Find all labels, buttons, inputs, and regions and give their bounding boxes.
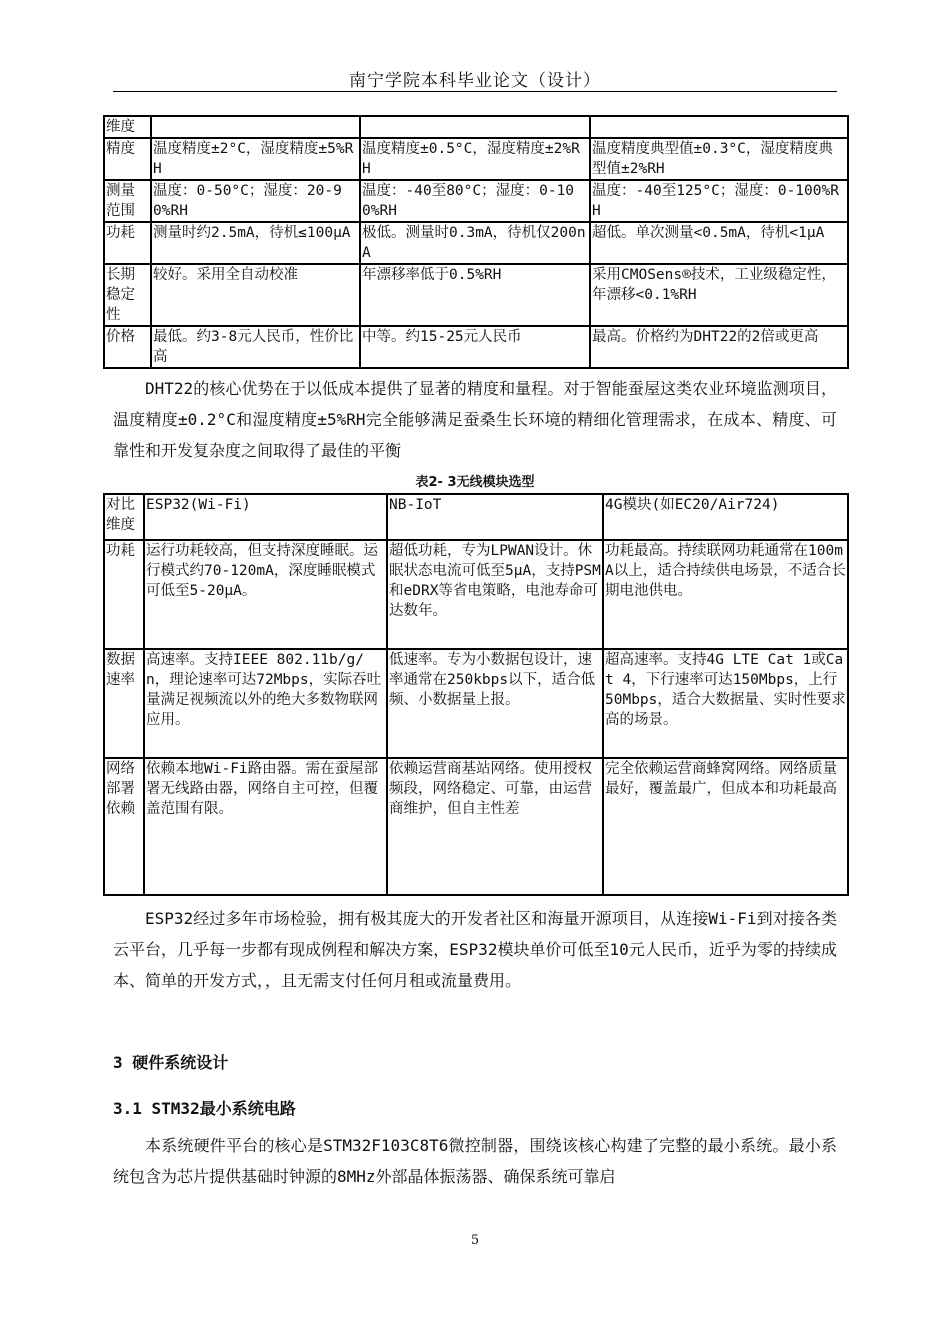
table-cell: 依赖本地Wi-Fi路由器。需在蚕屋部署无线路由器，网络自主可控，但覆盖范围有限。 (144, 758, 387, 895)
table-row (104, 116, 848, 138)
table-cell: 精度 (104, 138, 151, 180)
table-cell: 测量范围 (104, 180, 151, 222)
paragraph-stm32-intro: 本系统硬件平台的核心是STM32F103C8T6微控制器，围绕该核心构建了完整的最小系统。最小系统包含为芯片提供基础时钟源的8MHz外部晶体振荡器、确保系统可靠启 (113, 1136, 837, 1186)
table-cell: 超低功耗，专为LPWAN设计。休眠状态电流可低至5μA，支持PSM和eDRX等省电策略，电池寿命可达数年。 (387, 540, 603, 649)
table-row (104, 264, 848, 326)
table-cell: 长期稳定性 (104, 264, 151, 326)
table-row (104, 180, 848, 222)
table-cell: 采用CMOSens®技术，工业级稳定性，年漂移<0.1%RH (590, 264, 848, 326)
page-number: 5 (470, 1233, 480, 1248)
table-cell: 超高速率。支持4G LTE Cat 1或Cat 4，下行速率可达150Mbps，上行50Mbps，适合大数据量、实时性要求高的场景。 (603, 649, 848, 758)
column-header: 对比维度 (104, 494, 144, 540)
subsection-heading: 3.1 STM32最小系统电路 (113, 1099, 296, 1118)
table-cell: 温度精度±0.5°C，湿度精度±2%RH (360, 138, 590, 180)
table-cell: 温度：0-50°C；湿度：20-90%RH (151, 180, 360, 222)
table-cell: 价格 (104, 326, 151, 368)
table-cell: 完全依赖运营商蜂窝网络。网络质量最好，覆盖最广，但成本和功耗最高 (603, 758, 848, 895)
table-cell: 高速率。支持IEEE 802.11b/g/n，理论速率可达72Mbps，实际吞吐量满足视频流以外的绝大多数物联网应用。 (144, 649, 387, 758)
table-cell: 较好。采用全自动校准 (151, 264, 360, 326)
table-cell: 温度：-40至80°C；湿度：0-100%RH (360, 180, 590, 222)
table-row (104, 649, 848, 758)
table-cell (151, 116, 360, 138)
table-caption: 表2- 3无线模块选型 (415, 475, 535, 490)
table-cell: 极低。测量时0.3mA，待机仅200nA (360, 222, 590, 264)
table-cell: 最低。约3-8元人民币，性价比高 (151, 326, 360, 368)
column-header: ESP32(Wi-Fi) (144, 494, 387, 540)
table-cell: 中等。约15-25元人民币 (360, 326, 590, 368)
column-header: 4G模块(如EC20/Air724) (603, 494, 848, 540)
table-row (104, 138, 848, 180)
table-cell: 温度精度典型值±0.3°C，湿度精度典型值±2%RH (590, 138, 848, 180)
column-header: NB-IoT (387, 494, 603, 540)
sensor-comparison-table (103, 115, 849, 369)
paragraph-dht22-summary: DHT22的核心优势在于以低成本提供了显著的精度和量程。对于智能蚕屋这类农业环境监测项目，温度精度±0.2°C和湿度精度±5%RH完全能够满足蚕桑生长环境的精细化管理需求，在成本、精度、可靠性和开发复杂度之间取得了最佳的平衡 (113, 379, 837, 460)
paragraph-esp32-summary: ESP32经过多年市场检验，拥有极其庞大的开发者社区和海量开源项目，从连接Wi-Fi到对接各类云平台，几乎每一步都有现成例程和解决方案，ESP32模块单价可低至10元人民币，近乎为零的持续成本、简单的开发方式，，且无需支付任何月租或流量费用。 (113, 909, 837, 990)
table-row (104, 540, 848, 649)
table-row (104, 222, 848, 264)
table-cell: 最高。价格约为DHT22的2倍或更高 (590, 326, 848, 368)
table-cell: 低速率。专为小数据包设计，速率通常在250kbps以下，适合低频、小数据量上报。 (387, 649, 603, 758)
table-cell (590, 116, 848, 138)
page-header: 南宁学院本科毕业论文（设计） (349, 71, 601, 91)
table-row (104, 758, 848, 895)
table-header-row (104, 494, 848, 540)
table-cell: 超低。单次测量<0.5mA，待机<1μA (590, 222, 848, 264)
table-cell: 功耗 (104, 540, 144, 649)
table-cell: 数据速率 (104, 649, 144, 758)
wireless-module-table (103, 493, 849, 896)
table-cell: 功耗 (104, 222, 151, 264)
header-rule (113, 91, 837, 92)
table-cell: 维度 (104, 116, 151, 138)
section-heading: 3 硬件系统设计 (113, 1053, 229, 1072)
table-row (104, 326, 848, 368)
table-cell: 测量时约2.5mA，待机≤100μA (151, 222, 360, 264)
table-cell: 运行功耗较高，但支持深度睡眠。运行模式约70-120mA，深度睡眠模式可低至5-20μA。 (144, 540, 387, 649)
table-cell: 年漂移率低于0.5%RH (360, 264, 590, 326)
table-cell: 温度：-40至125°C；湿度：0-100%RH (590, 180, 848, 222)
table-cell: 依赖运营商基站网络。使用授权频段，网络稳定、可靠，由运营商维护，但自主性差 (387, 758, 603, 895)
table-cell: 网络部署依赖 (104, 758, 144, 895)
table-cell (360, 116, 590, 138)
table-cell: 功耗最高。持续联网功耗通常在100mA以上，适合持续供电场景，不适合长期电池供电。 (603, 540, 848, 649)
table-cell: 温度精度±2°C，湿度精度±5%RH (151, 138, 360, 180)
